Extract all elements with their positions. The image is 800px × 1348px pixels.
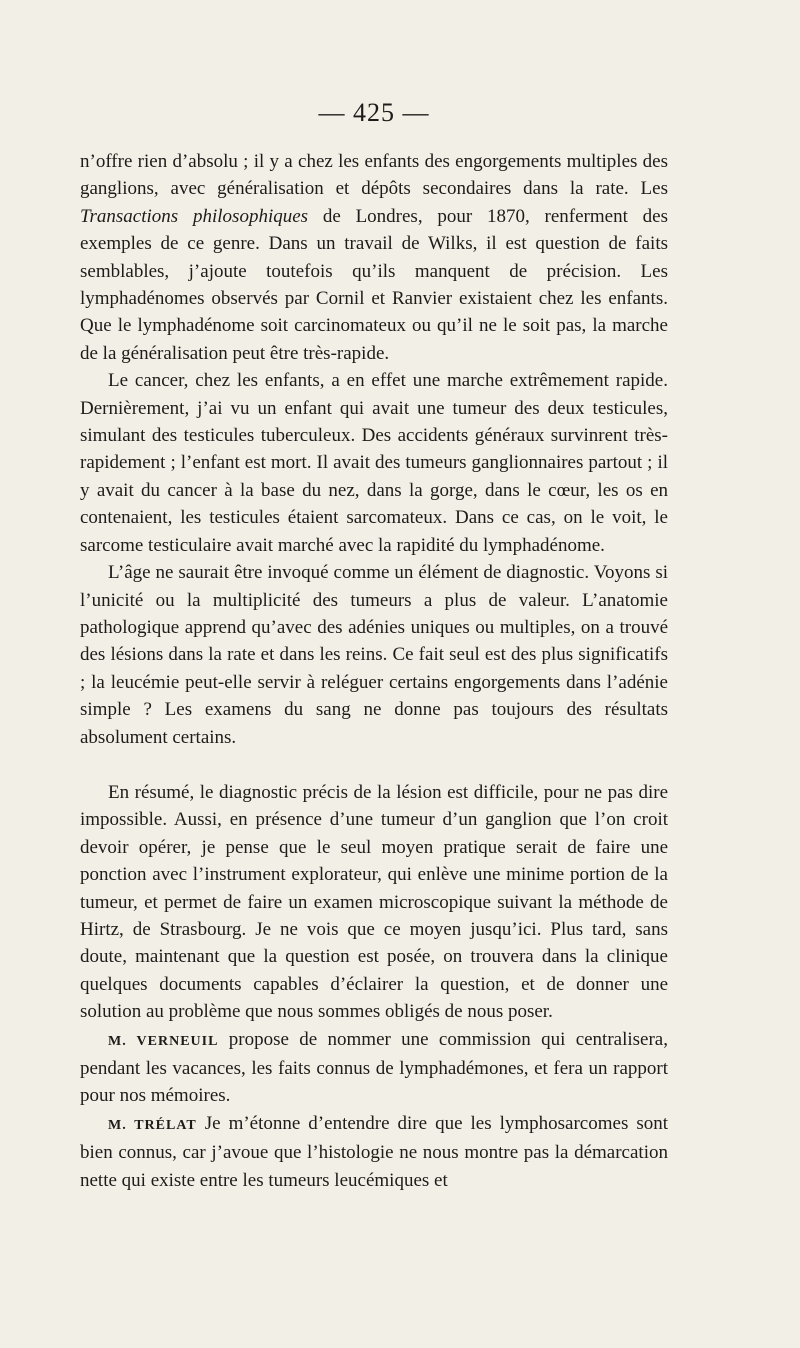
speaker-name: M. VERNEUIL [108,1033,219,1049]
paragraph-6-text: Je m’étonne d’entendre dire que les lymphosarcomes sont bien connus, car j’avoue que l’histologie ne nous montre pas la démarcation nette qui existe entre les tumeurs leucémiques et [80,1112,669,1191]
speaker-name: M. TRÉLAT [108,1117,197,1133]
paragraph-2: Le cancer, chez les enfants, a en effet une marche extrêmement rapide. Dernièrement, j’ai vu un enfant qui avait une tumeur des deux testicules, simulant des testicules tuberculeux. Des accidents généraux survinrent très-rapidement ; l’enfant est mort. Il avait des tumeurs ganglionnaires partout ; il y avait du cancer à la base du nez, dans la gorge, dans le cœur, les os en contenaient, les testicules étaient sarcomateux. Dans ce cas, on le voit, le sarcome testiculaire avait marché avec la rapidité du lymphadénome. [80,370,668,556]
paragraph-1-text-end: de Londres, pour 1870, renferment des exemples de ce genre. Dans un travail de Wilks, il est question de faits semblables, j’ajoute toutefois qu’ils manquent de précision. Les lymphadénomes observés par Cornil et Ranvier existaient chez les enfants. Que le lymphadénome soit carcinomateux ou qu’il ne le soit pas, la marche de la généralisation peut être très-rapide. [80,205,669,364]
paragraph-6 [80,1110,668,1194]
paragraph-5-text: propose de nommer une commission qui centralisera, pendant les vacances, les faits connus de lymphadémones, et fera un rapport pour nos mémoires. [80,1028,668,1107]
paragraph-5 [80,1026,668,1110]
paragraph-1-italic-title: Transactions philosophiques [80,205,309,227]
paragraph-3: L’âge ne saurait être invoqué comme un élément de diagnostic. Voyons si l’unicité ou la multiplicité des tumeurs a plus de valeur. L’anatomie pathologique apprend qu’avec des adénies uniques ou multiples, on a trouvé des lésions dans la rate et dans les reins. Ce fait seul est des plus significatifs ; la leucémie peut-elle servir à reléguer certains engorgements dans l’adénie simple ? Les examens du sang ne donne pas toujours des résultats absolument certains. [80,562,668,748]
page-number: — 425 — [318,98,430,127]
paragraph-1 [80,148,668,367]
paragraph-1-text-start: n’offre rien d’absolu ; il y a chez les enfants des engorgements multiples des ganglions, avec généralisation et dépôts secondaires dans la rate. Les [80,151,668,200]
paragraph-4: En résumé, le diagnostic précis de la lésion est difficile, pour ne pas dire impossible. Aussi, en présence d’une tumeur d’un ganglion que l’on croit devoir opérer, je pense que le seul moyen pratique serait de faire une ponction avec l’instrument explorateur, qui enlève une minime portion de la tumeur, et permet de faire un examen microscopique suivant la méthode de Hirtz, de Strasbourg. Je ne vois que ce moyen jusqu’ici. Plus tard, sans doute, maintenant que la question est posée, on trouvera dans la clinique quelques documents capables d’éclairer la question, et de donner une solution au problème que nous sommes obligés de nous poser. [80,781,668,1023]
